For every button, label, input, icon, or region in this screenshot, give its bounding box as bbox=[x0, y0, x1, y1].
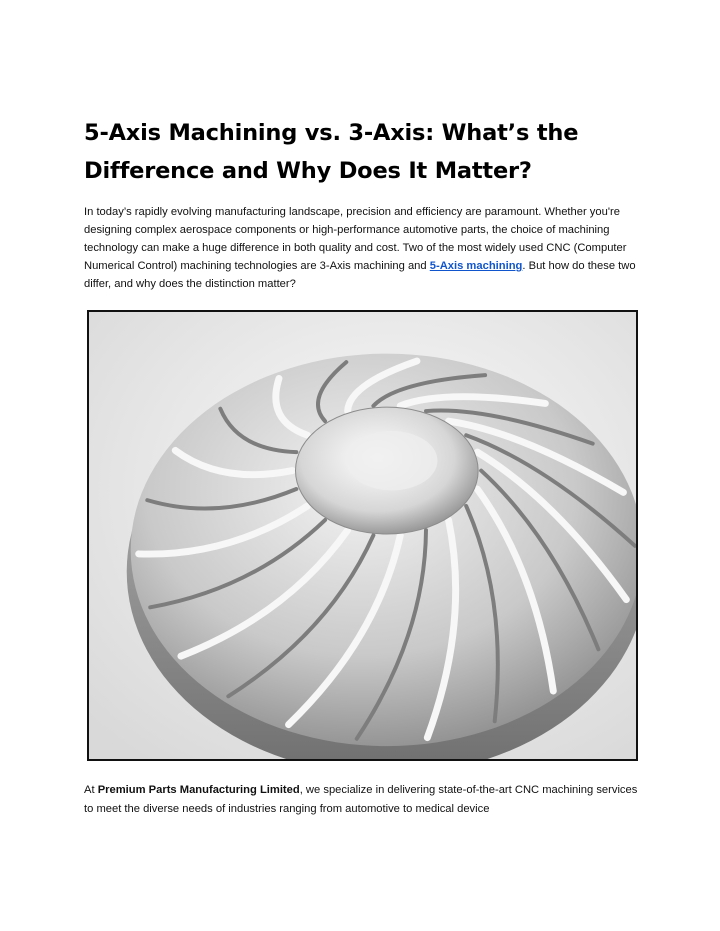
outro-paragraph bbox=[84, 781, 644, 819]
company-name: Premium Parts Manufacturing Limited bbox=[97, 784, 300, 796]
intro-text-after-link: . But how do these two differ, and why does the distinction matter? bbox=[84, 260, 636, 290]
article-title: 5-Axis Machining vs. 3-Axis: What’s the Difference and Why Does It Matter? bbox=[84, 120, 579, 184]
impeller-image bbox=[87, 310, 638, 761]
five-axis-machining-link[interactable]: 5-Axis machining bbox=[429, 260, 523, 272]
outro-prefix: At bbox=[84, 784, 98, 796]
intro-text-before-link: In today’s rapidly evolving manufacturing landscape, precision and efficiency are paramount. Whether you're designing complex aerospace components or high-performance automotive parts, the choice of machining technology can make a huge difference in both quality and cost. Two of the most widely used CNC (Computer Numerical Control) machining technologies are 3-Axis machining and bbox=[84, 206, 627, 272]
outro-text: , we specialize in delivering state-of-the-art CNC machining services to meet the diverse needs of industries ranging from automotive to medical device bbox=[84, 784, 638, 815]
intro-paragraph bbox=[84, 203, 644, 293]
machined-impeller-photo-icon bbox=[89, 312, 636, 759]
